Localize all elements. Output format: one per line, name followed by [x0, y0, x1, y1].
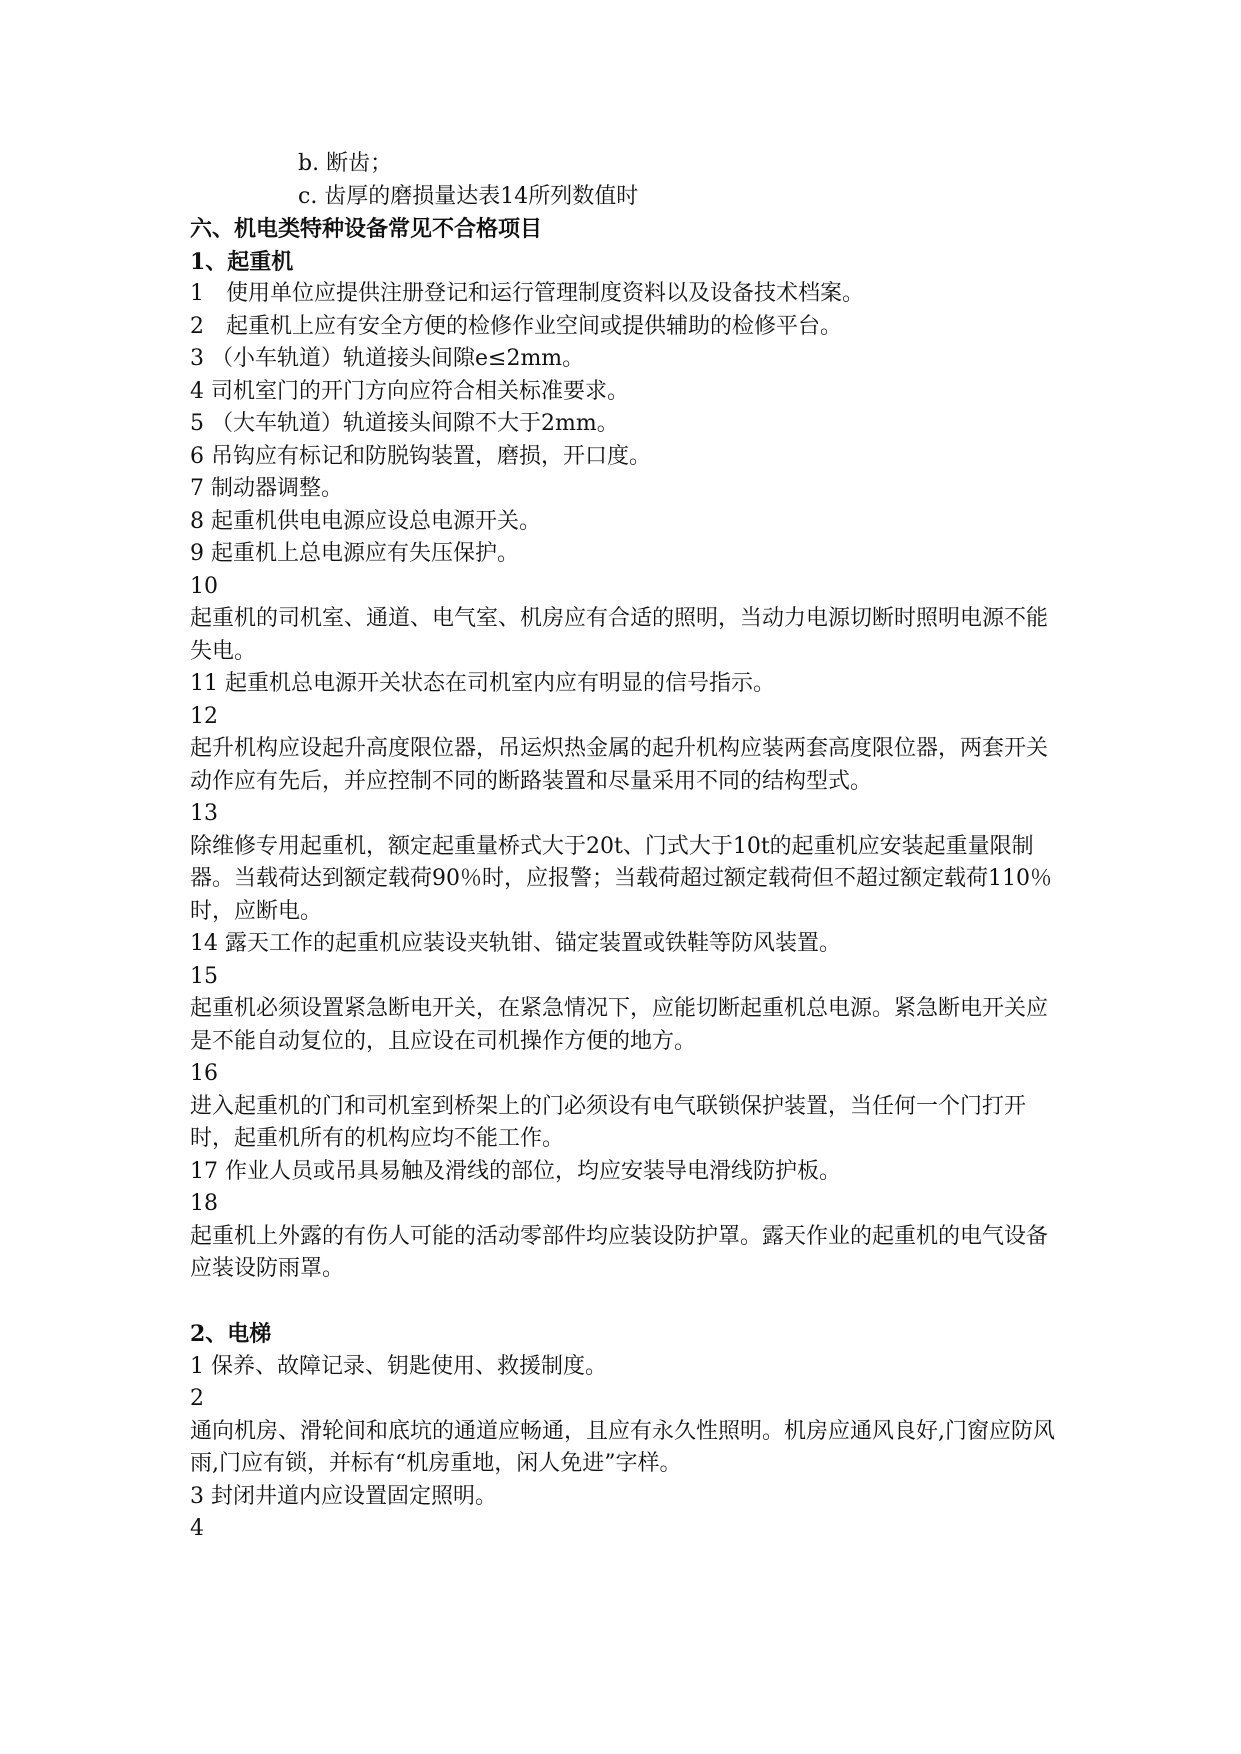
- elevator-item-3: 3 封闭井道内应设置固定照明。: [190, 1483, 497, 1509]
- crane-item-7: 7 制动器调整。: [190, 476, 343, 501]
- crane-item-11: 11 起重机总电源开关状态在司机室内应有明显的信号指示。: [190, 671, 775, 696]
- elevator-item-2-text: 通向机房、滑轮间和底坑的通道应畅通，且应有永久性照明。机房应通风良好,门窗应防风雨,门应有锁，并标有“机房重地，闲人免进”字样。: [190, 1418, 1055, 1476]
- crane-item-12-text: 起升机构应设起升高度限位器，吊运炽热金属的起升机构应装两套高度限位器，两套开关动作应有先后，并应控制不同的断路装置和尽量采用不同的结构型式。: [190, 736, 1049, 794]
- crane-item-2: 2 起重机上应有安全方便的检修作业空间或提供辅助的检修平台。: [190, 313, 842, 339]
- document-page: [190, 148, 1060, 1546]
- crane-item-4: 4 司机室门的开门方向应符合相关标准要求。: [190, 378, 629, 404]
- intro-line-c: c. 齿厚的磨损量达表14所列数值时: [298, 183, 639, 209]
- elevator-item-1: 1 保养、故障记录、钥匙使用、救援制度。: [190, 1353, 607, 1379]
- crane-item-10-number: 10: [190, 573, 218, 599]
- crane-item-18-text: 起重机上外露的有伤人可能的活动零部件均应装设防护罩。露天作业的起重机的电气设备应装设防雨罩。: [190, 1223, 1049, 1281]
- crane-item-13-text: 除维修专用起重机，额定起重量桥式大于20t、门式大于10t的起重机应安装起重量限制器。当载荷达到额定载荷90％时，应报警；当载荷超过额定载荷但不超过额定载荷110％时，应断电。: [190, 833, 1052, 924]
- crane-item-10-text: 起重机的司机室、通道、电气室、机房应有合适的照明，当动力电源切断时照明电源不能失电。: [190, 606, 1049, 664]
- elevator-heading: 2、电梯: [190, 1321, 272, 1347]
- crane-item-16-number: 16: [190, 1061, 218, 1086]
- crane-item-8: 8 起重机供电电源应设总电源开关。: [190, 508, 541, 534]
- crane-item-18-number: 18: [190, 1191, 218, 1216]
- crane-item-3: 3 （小车轨道）轨道接头间隙e≤2mm。: [190, 346, 585, 371]
- crane-item-15-number: 15: [190, 963, 218, 989]
- intro-line-b: b. 断齿；: [298, 151, 393, 176]
- elevator-item-4-number: 4: [190, 1516, 204, 1541]
- crane-item-15-text: 起重机必须设置紧急断电开关，在紧急情况下，应能切断起重机总电源。紧急断电开关应是不能自动复位的，且应设在司机操作方便的地方。: [190, 996, 1049, 1054]
- crane-heading: 1、起重机: [190, 248, 294, 275]
- crane-item-6: 6 吊钩应有标记和防脱钩装置，磨损，开口度。: [190, 443, 651, 469]
- crane-item-12-number: 12: [190, 703, 218, 729]
- crane-item-5: 5 （大车轨道）轨道接头间隙不大于2mm。: [190, 411, 619, 436]
- crane-item-14: 14 露天工作的起重机应装设夹轨钳、锚定装置或铁鞋等防风装置。: [190, 931, 841, 956]
- section-spacer: [190, 1286, 1060, 1319]
- crane-item-13-number: 13: [190, 801, 218, 826]
- crane-item-16-text: 进入起重机的门和司机室到桥架上的门必须设有电气联锁保护装置，当任何一个门打开时，起重机所有的机构应均不能工作。: [190, 1093, 1027, 1151]
- crane-item-1: 1 使用单位应提供注册登记和运行管理制度资料以及设备技术档案。: [190, 281, 864, 306]
- crane-item-9: 9 起重机上总电源应有失压保护。: [190, 541, 519, 566]
- section-title: 六、机电类特种设备常见不合格项目: [190, 216, 543, 242]
- elevator-item-2-number: 2: [190, 1386, 204, 1411]
- crane-item-17: 17 作业人员或吊具易触及滑线的部位，均应安装导电滑线防护板。: [190, 1158, 841, 1184]
